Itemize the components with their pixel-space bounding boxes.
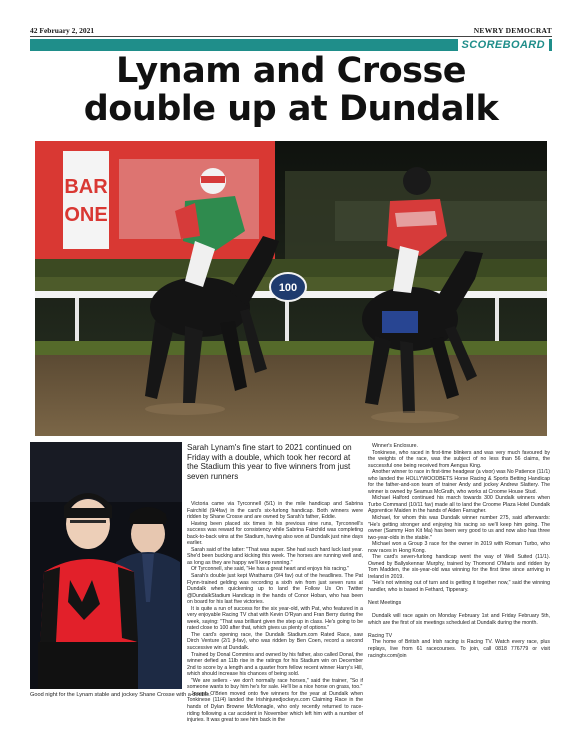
article-lead: Sarah Lynam's fine start to 2021 continued on Friday with a double, which took her record at the Stadium this year to five winners from just seven runners <box>187 443 352 481</box>
banner-text-2: ONE <box>64 204 108 226</box>
subhead-racing-tv: Racing TV <box>368 632 393 639</box>
headline-line-2: double up at Dundalk <box>83 89 499 129</box>
paragraph: Sarah's double just kept Wrathams (9/4 fav) out of the headlines. The Pat Flynn-trained gelding was recording a sixth win from just seven runs at Dundalk when quickening up to land the Follow Us On Twitter @DundalkStadium Handicap in the hands of Conor Hoban, who has been on board for his last five victories. <box>187 573 363 606</box>
headline-line-1: Lynam and Crosse <box>115 51 467 91</box>
paragraph: Michael, for whom this was Dundalk winner number 275, said afterwards: "He's getting stronger and enjoying his racing so we'll keep him going. The owner (Sammy Hon Kit Ma) has been very good to us and now also has three two-year-olds in the stable." <box>368 515 550 541</box>
section-label: SCOREBOARD <box>458 38 549 52</box>
distance-marker-text: 100 <box>278 282 298 294</box>
article-column-1 <box>187 501 363 724</box>
paragraph: Victoria came via Tyrconnell (5/1) in the mile handicap and Sabrina Fairchild (9/4fav) in the card's six-furlong handicap. Both winners were ridden by Shane Crosse and are owned by Sarah's father, Eddie. <box>187 501 363 521</box>
masthead-rule <box>30 36 552 37</box>
paragraph: Dundalk will race again on Monday February 1st and Friday February 5th, which are the first of six meetings scheduled at Dundalk during the month. <box>368 613 550 626</box>
paragraph: "We are sellers - we don't normally race horses," said the trainer, "So if someone wants to buy him he's for sale. He'll be a nice horse on grass, too." <box>187 677 363 691</box>
paragraph: "He's not winning out of turn and is getting it together now," said the winning handler, who is based in Fethard, Tipperary. <box>368 580 550 594</box>
race-photo <box>35 141 547 436</box>
banner-text-1: BAR <box>64 176 108 198</box>
paragraph: The card's opening race, the Dundalk Stadium.com Rated Race, saw Dirch Venture (2/1 jt-fav), who was ridden by Ben Coen, record a second successive win at Dundalk. <box>187 631 363 652</box>
paragraph: Winner's Enclosure. <box>372 443 418 449</box>
paragraph: Of Tyrconnell, she said, "He has a great heart and enjoys his racing." <box>191 566 350 573</box>
page-date: 42 February 2, 2021 <box>30 26 95 35</box>
photo-caption: Good night for the Lynam stable and jockey Shane Crosse with a double. <box>30 692 211 698</box>
headline <box>30 52 552 128</box>
paragraph: Another winner to race in first-time headgear (a visor) was No Patience (11/1) who landed the HOLLYWOODBETS Horse Racing & Sports Betting Handicap for the father-and-son team of trainer Andy and jockey Andrew Slattery. The winner is owned by Seamus McGrath, who works at Croome House Stud. <box>368 469 550 495</box>
paragraph: Joseph O'Brien moved onto five winners for the year at Dundalk when Tonkinese (11/4) landed the Irishinjuredjockeys.com Claiming Race in the hands of Dylan Browne McMonagle, who only recently returned to race-riding following a car accident in November which left him with a number of injuries. It was great to see him back in the <box>187 690 363 724</box>
race-photo-illustration <box>35 141 547 436</box>
article-column-2 <box>368 443 550 659</box>
paragraph: The home of British and Irish racing is Racing TV. Watch every race, plus replays, live from 61 racecourses. To join, call 0818 776779 or visit racingtv.com/join <box>368 639 550 659</box>
paragraph: The card's seven-furlong handicap went the way of Well Suited (11/1). Owned by Ballyskennar Murphy, trained by Thomond O'Maris and ridden by Tom Madden, the six-year-old was winning for the first time since arriving in Ireland in 2019. <box>368 554 550 580</box>
paragraph: Michael Halford continued his march towards 300 Dundalk winners when Turbo Command (10/11 fav) made all to land the Croome Plaza Hotel Dundalk Apprentice Maiden in the hands of Aiden Farragher. <box>368 495 550 515</box>
paragraph: Having been placed six times in his previous nine runs, Tyrconnell's success was reward for consistency while Sabrina Fairchild was completing back-to-back wins at the Stadium, having also won at Dundalk just nine days earlier. <box>187 520 363 547</box>
stable-photo <box>30 442 182 689</box>
section-bar <box>30 39 552 51</box>
paragraph: Michael won a Group 3 race for the owner in 2019 with Roman Turbo, who now races in Hong Kong. <box>368 541 550 554</box>
paragraph: Sarah said of the latter: "That was super. She had such hard luck last year. She'd been bucking and kicking this week. The horses are running well and, as long as they are happy we'll keep running." <box>187 546 363 566</box>
paragraph: Tonkinese, who raced in first-time blinkers and was very much favoured by the weights of the race, was the subject of no less than 56 claims, the successful one being received from Aengus King. <box>368 449 550 469</box>
paragraph: It is quite a run of success for the six year-old, with Pat, who featured in a very enjoyable Racing TV chat with Kevin O'Ryan and Fran Berry during the week, saying: "That was brilliant given the step up in class. He's going to be rated close to 100 after that, which gives us plenty of options." <box>187 605 363 632</box>
stable-photo-illustration <box>30 442 182 689</box>
paper-name: NEWRY DEMOCRAT <box>473 26 552 35</box>
paragraph: Trained by Donal Commins and owned by his father, also called Donal, the winner defied an 11lb rise in the ratings for his Stadium win on December 2nd to score by a length and a quarter from fellow recent winner Harry's Hill, which should increase his chances of being sold. <box>187 651 363 678</box>
subhead-next-meetings: Next Meetings <box>368 600 402 607</box>
